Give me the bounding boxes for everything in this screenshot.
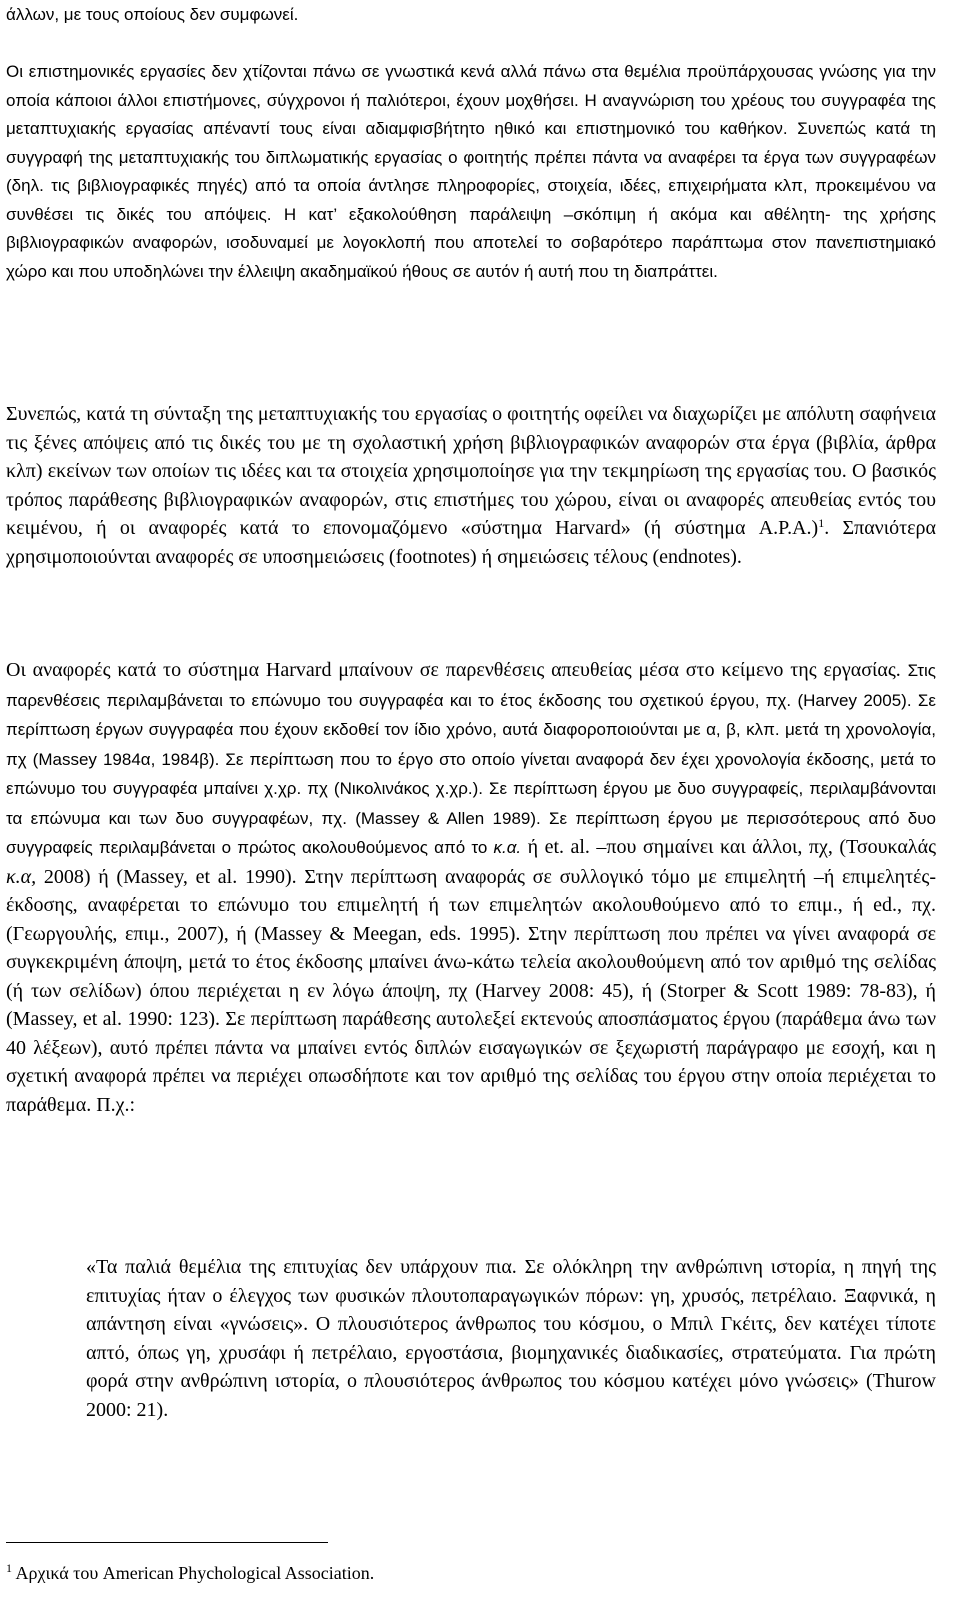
footnote-divider	[6, 1542, 328, 1543]
paragraph-text: Οι επιστημονικές εργασίες δεν χτίζονται πάνω σε γνωστικά κενά αλλά πάνω στα θεμέλια προϋπάρχουσας γνώσης για την οποία κάποιοι άλλοι επιστήμονες, σύγχρονοι ή παλιότεροι, έχουν μοχθήσει. Η αναγνώριση του χρέους του συγγραφέα της μεταπτυχιακής εργασίας απέναντί τους είναι αδιαμφισβήτητο ηθικό και επιστημονικό του καθήκον. Συνεπώς κατά τη συγγραφή της μεταπτυχιακής του διπλωματικής εργασίας ο φοιτητής πρέπει πάντα να αναφέρει τα έργα των συγγραφέων (δηλ. τις βιβλιογραφικές πηγές) από τα οποία άντλησε πληροφορίες, στοιχεία, ιδέες, επιχειρήματα κλπ, προκειμένου να συνθέσει τις δικές του απόψεις. Η κατ’ εξακολούθηση παράλειψη –σκόπιμη ή ακόμα και αθέλητη- της χρήσης βιβλιογραφικών αναφορών, ισοδυναμεί με λογοκλοπή που αποτελεί το σοβαρότερο παράπτωμα στον πανεπιστημιακό χώρο και που υποδηλώνει την έλλειψη ακαδημαϊκού ήθους σε αυτόν ή αυτή που τη διαπράττει.	[6, 62, 936, 281]
block-quote	[86, 1253, 936, 1424]
paragraph-text: Συνεπώς, κατά τη σύνταξη της μεταπτυχιακής του εργασίας ο φοιτητής οφείλει να διαχωρίζει με απόλυτη σαφήνεια τις ξένες απόψεις από τις δικές του με τη σχολαστική χρήση βιβλιογραφικών αναφορών στα έργα (βιβλία, άρθρα κλπ) εκείνων των οποίων τις ιδέες και τα στοιχεία χρησιμοποίησε για την τεκμηρίωση της εργασίας του. Ο βασικός τρόπος παράθεσης βιβλιογραφικών αναφορών, στις επιστήμες του χώρου, είναι οι αναφορές απευθείας εντός του κειμένου, ή οι αναφορές κατά το επονομαζόμενο «σύστημα Harvard» (ή σύστημα A.P.A.)	[6, 403, 936, 539]
footnote	[6, 1560, 936, 1586]
paragraph-scientific-debt	[6, 58, 936, 286]
paragraph-text: άλλων, με τους οποίους δεν συμφωνεί.	[6, 5, 299, 24]
paragraph-text-rest: 2008) ή (Massey, et al. 1990). Στην περίπτωση αναφοράς σε συλλογικό τόμο με επιμελητή –ή επιμελητές- έκδοσης, αναφέρεται το επώνυμο του επιμελητή ή των επιμελητών ακολουθούμενο από το επιμ., ή ed., πχ. (Γεωργουλής, επιμ., 2007), ή (Massey & Meegan, eds. 1995). Στην περίπτωση που πρέπει να γίνει αναφορά σε συγκεκριμένη άποψη, μετά το έτος έκδοσης μπαίνει άνω-κάτω τελεία ακολουθούμενη από τον αριθμό της σελίδας (ή των σελίδων) όπου περιέχεται η εν λόγω άποψη, πχ (Harvey 2008: 45), ή (Storper & Scott 1989: 78-83), ή (Massey, et al. 1990: 123). Σε περίπτωση παράθεσης αυτολεξεί εκτενούς αποσπάσματος έργου (παράθεμα άνω των 40 λέξεων), αυτό πρέπει πάντα να μπαίνει εντός διπλών εισαγωγικών σε ξεχωριστή παράγραφο με εσοχή, και η σχετική αναφορά πρέπει να περιέχει οπωσδήποτε και τον αριθμό της σελίδας του έργου στην οποία περιέχεται το παράθεμα. Π.χ.:	[6, 865, 936, 1116]
paragraph-text-lead: Οι αναφορές κατά το σύστημα Harvard μπαίνουν σε παρενθέσεις απευθείας μέσα στο κείμενο της εργασίας.	[6, 659, 908, 681]
paragraph-intro-fragment	[6, 1, 936, 30]
paragraph-text-body: Στις παρενθέσεις περιλαμβάνεται το επώνυμο του συγγραφέα και το έτος έκδοσης του σχετικού έργου, πχ. (Harvey 2005). Σε περίπτωση έργων συγγραφέα που έχουν εκδοθεί τον ίδιο χρόνο, αυτά διαφοροποιούνται με α, β, κλπ. μετά τη χρονολογία, πχ (Massey 1984α, 1984β). Σε περίπτωση που το έργο στο οποίο γίνεται αναφορά δεν έχει χρονολογία έκδοσης, μετά το επώνυμο του συγγραφέα μπαίνει χ.χρ. πχ (Νικολινάκος χ.χρ.). Σε περίπτωση έργου με δυο συγγραφείς, περιλαμβάνονται τα επώνυμα και των δυο συγγραφέων, πχ. (Massey & Allen 1989). Σε περίπτωση έργου με περισσότερους από δυο συγγραφείς περιλαμβάνεται ο πρώτος ακολουθούμενος από το	[6, 661, 936, 857]
paragraph-citation-system	[6, 400, 936, 571]
paragraph-harvard-rules	[6, 656, 936, 1119]
italic-ka: κ.α.	[493, 838, 522, 857]
footnote-reference: 1	[818, 516, 825, 530]
paragraph-text-etal: ή et. al. –που σημαίνει και άλλοι, πχ, (Τσουκαλάς	[521, 836, 937, 858]
footnote-text: Αρχικά του American Phychological Association.	[12, 1563, 375, 1583]
paragraph-text-tail: . Σπανιότερα χρησιμοποιούνται αναφορές σε υποσημειώσεις (footnotes) ή σημειώσεις τέλους (endnotes).	[6, 517, 936, 568]
quote-text: «Τα παλιά θεμέλια της επιτυχίας δεν υπάρχουν πια. Σε ολόκληρη την ανθρώπινη ιστορία, η πηγή της επιτυχίας ήταν ο έλεγχος των φυσικών πλουτοπαραγωγικών πόρων: γη, χρυσός, πετρέλαιο. Ξαφνικά, η απάντηση είναι «γνώσεις». Ο πλουσιότερος άνθρωπος του κόσμου, ο Μπιλ Γκέιτς, δεν κατέχει τίποτε απτό, όπως γη, χρυσάφι ή πετρέλαιο, εργοστάσια, βιομηχανικές διαδικασίες, στρατεύματα. Για πρώτη φορά στην ανθρώπινη ιστορία, ο πλουσιότερος άνθρωπος του κόσμου κατέχει μόνο γνώσεις» (Thurow 2000: 21).	[86, 1256, 936, 1421]
footnote-mark: 1	[6, 1561, 12, 1575]
italic-ka-2: κ.α,	[6, 865, 37, 888]
